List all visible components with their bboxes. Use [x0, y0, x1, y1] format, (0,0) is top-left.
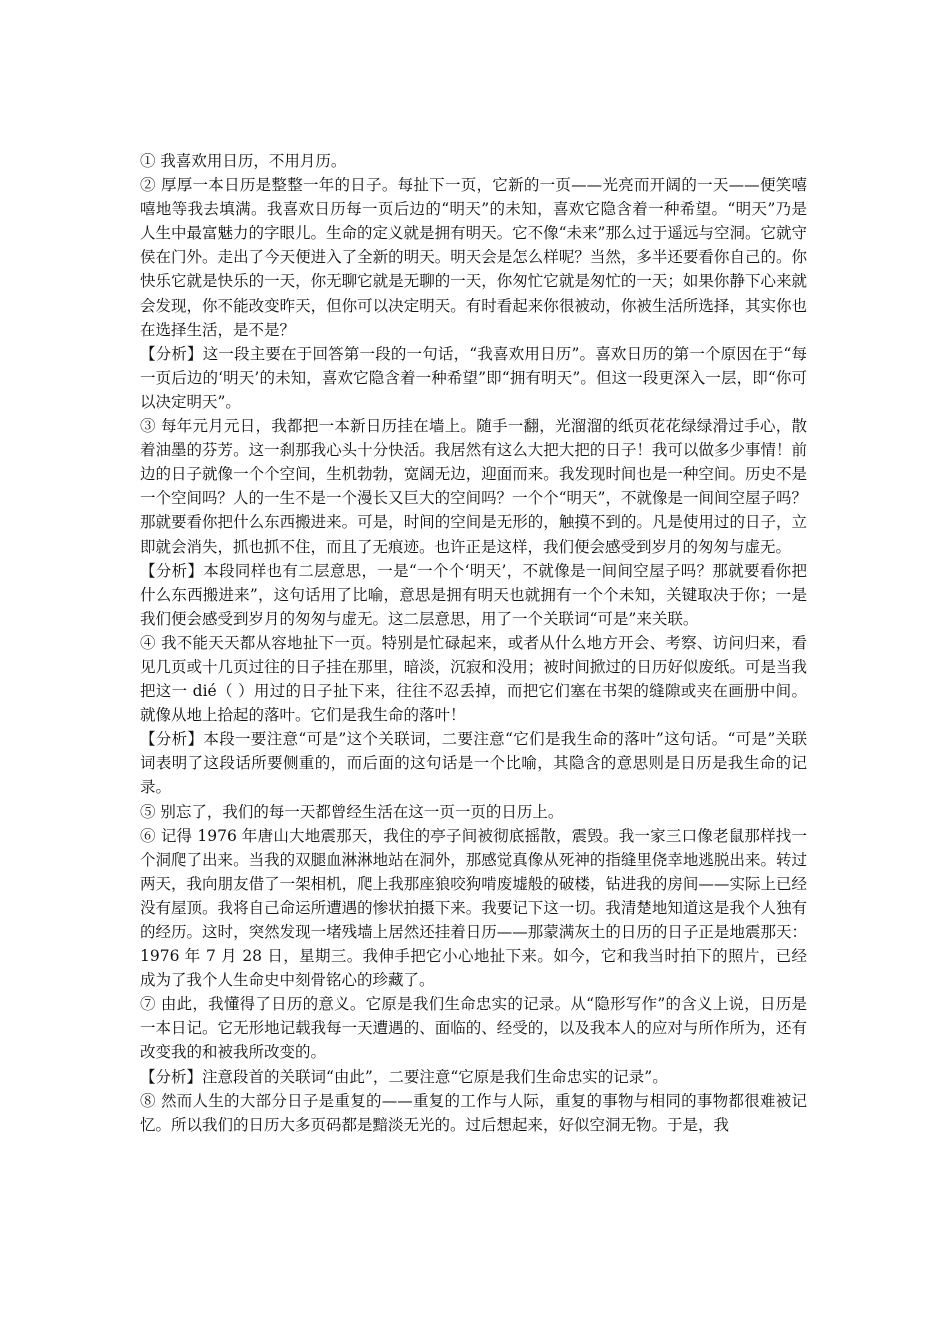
- paragraph-8: ⑧ 然而人生的大部分日子是重复的——重复的工作与人际，重复的事物与相同的事物都很难被记忆。所以我们的日历大多页码都是黯淡无光的。过后想起来，好似空洞无物。于是，我: [140, 1091, 807, 1134]
- analysis-3: 【分析】本段一要注意“可是”这个关联词，二要注意“它们是我生命的落叶”这句话。“可是”关联词表明了这段话所要侧重的，而后面的这句话是一个比喻，其隐含的意思则是日历是我生命的记录。: [140, 730, 807, 797]
- analysis-4: 【分析】注意段首的关联词“由此”，二要注意“它原是我们生命忠实的记录”。: [140, 1067, 668, 1086]
- paragraph-7: ⑦ 由此，我懂得了日历的意义。它原是我们生命忠实的记录。从“隐形写作”的含义上说，日历是一本日记。它无形地记载我每一天遭遇的、面临的、经受的，以及我本人的应对与所作所为，还有改变我的和被我所改变的。: [140, 995, 807, 1062]
- paragraph-3: ③ 每年元月元日，我都把一本新日历挂在墙上。随手一翻，光溜溜的纸页花花绿绿滑过手心，散着油墨的芬芳。这一刹那我心头十分快活。我居然有这么大把大把的日子！我可以做多少事情！前边的日子就像一个个空间，生机勃勃，宽阔无边，迎面而来。我发现时间也是一种空间。历史不是一个空间吗？人的一生不是一个漫长又巨大的空间吗？一个个“明天”，不就像是一间间空屋子吗？那就要看你把什么东西搬进来。可是，时间的空间是无形的，触摸不到的。凡是使用过的日子，立即就会消失，抓也抓不住，而且了无痕迹。也许正是这样，我们便会感受到岁月的匆匆与虚无。: [140, 417, 807, 556]
- paragraph-5: ⑤ 别忘了，我们的每一天都曾经生活在这一页一页的日历上。: [140, 802, 564, 821]
- paragraph-4: ④ 我不能天天都从容地扯下一页。特别是忙碌起来，或者从什么地方开会、考察、访问归来，看见几页或十几页过往的日子挂在那里，暗淡，沉寂和没用；被时间掀过的日历好似废纸。可是当我把这一 dié（ ）用过的日子扯下来，往往不忍丢掉，而把它们塞在书架的缝隙或夹在画册中间。就像从地上拾起的落叶。它们是我生命的落叶！: [140, 633, 807, 725]
- paragraph-1: ① 我喜欢用日历，不用月历。: [140, 152, 347, 170]
- analysis-2: 【分析】本段同样也有二层意思，一是“一个个‘明天’，不就像是一间间空屋子吗？那就要看你把什么东西搬进来”，这句话用了比喻，意思是拥有明天也就拥有一个个未知，关键取决于你；一是我们便会感受到岁月的匆匆与虚无。这二层意思，用了一个关联词“可是”来关联。: [140, 561, 807, 628]
- paragraph-2: ② 厚厚一本日历是整整一年的日子。每扯下一页，它新的一页——光亮而开阔的一天——便笑嘻嘻地等我去填满。我喜欢日历每一页后边的“明天”的未知，喜欢它隐含着一种希望。“明天”乃是人生中最富魅力的字眼儿。生命的定义就是拥有明天。它不像“未来”那么过于遥远与空洞。它就守侯在门外。走出了今天便进入了全新的明天。明天会是怎么样呢？当然，多半还要看你自己的。你快乐它就是快乐的一天，你无聊它就是无聊的一天，你匆忙它就是匆忙的一天；如果你静下心来就会发现，你不能改变昨天，但你可以决定明天。有时看起来你很被动，你被生活所选择，其实你也在选择生活，是不是？: [140, 176, 807, 339]
- analysis-1: 【分析】这一段主要在于回答第一段的一句话，“我喜欢用日历”。喜欢日历的第一个原因在于“每一页后边的‘明天’的未知，喜欢它隐含着一种希望”即“拥有明天”。但这一段更深入一层，即“你可以决定明天”。: [140, 344, 807, 411]
- document-body: [140, 149, 807, 1137]
- paragraph-6: ⑥ 记得 1976 年唐山大地震那天，我住的亭子间被彻底摇散，震毁。我一家三口像老鼠那样找一个洞爬了出来。当我的双腿血淋淋地站在洞外，那感觉真像从死神的指缝里侥幸地逃脱出来。转过两天，我向朋友借了一架相机，爬上我那座狼咬狗啃废墟般的破楼，钻进我的房间——实际上已经没有屋顶。我将自己命运所遭遇的惨状拍摄下来。我要记下这一切。我清楚地知道这是我个人独有的经历。这时，突然发现一堵残墙上居然还挂着日历——那蒙满灰土的日历的日子正是地震那天：1976 年 7 月 28 日，星期三。我伸手把它小心地扯下来。如今，它和我当时拍下的照片，已经成为了我个人生命史中刻骨铭心的珍藏了。: [140, 826, 807, 990]
